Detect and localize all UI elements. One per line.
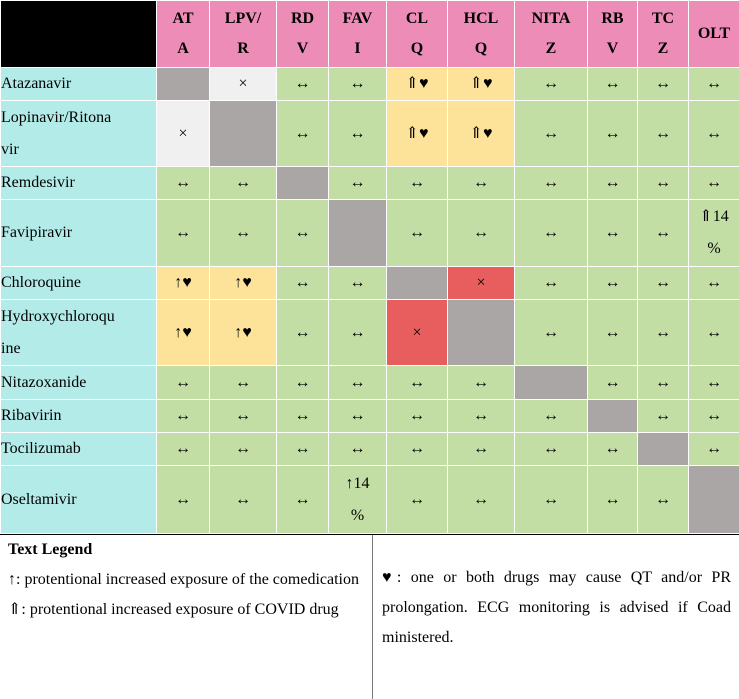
interaction-cell <box>157 366 210 400</box>
interaction-cell <box>638 267 689 300</box>
column-header-text: V <box>277 34 328 64</box>
interaction-symbol: ↔ <box>605 274 621 291</box>
interaction-cell <box>277 167 329 200</box>
interaction-symbol: ↔ <box>295 491 311 508</box>
interaction-cell <box>448 433 515 466</box>
row-label-text: Remdesivir <box>1 167 156 199</box>
table-row <box>1 167 739 200</box>
column-header <box>277 1 329 68</box>
interaction-cell <box>387 68 448 101</box>
interaction-cell <box>515 433 588 466</box>
row-label <box>1 267 157 300</box>
interaction-symbol: ⇑14 <box>689 201 739 233</box>
row-label <box>1 167 157 200</box>
interaction-cell <box>277 466 329 534</box>
interaction-symbol: ↔ <box>235 174 251 191</box>
legend-title: Text Legend <box>8 535 365 565</box>
interaction-symbol: ↔ <box>706 174 722 191</box>
interaction-symbol: ↔ <box>473 407 489 424</box>
interaction-cell <box>689 200 739 267</box>
interaction-symbol: ↔ <box>655 125 671 142</box>
interaction-cell <box>210 366 277 400</box>
interaction-cell <box>448 101 515 167</box>
interaction-symbol: ↔ <box>543 274 559 291</box>
interaction-cell <box>157 466 210 534</box>
table-row <box>1 400 739 433</box>
interaction-cell <box>157 433 210 466</box>
interaction-cell <box>689 400 739 433</box>
interaction-symbol: ↔ <box>543 440 559 457</box>
row-label-text: Nitazoxanide <box>1 367 156 399</box>
interaction-symbol: ↔ <box>543 224 559 241</box>
row-label-text: Atazanavir <box>1 68 156 100</box>
interaction-symbol: % <box>329 500 386 532</box>
interaction-cell <box>448 167 515 200</box>
row-label <box>1 433 157 466</box>
interaction-cell <box>387 466 448 534</box>
interaction-cell <box>210 101 277 167</box>
table-row <box>1 433 739 466</box>
interaction-cell <box>157 167 210 200</box>
column-header-text: Q <box>448 34 514 64</box>
interaction-symbol: ↔ <box>543 491 559 508</box>
legend-panel <box>0 534 739 699</box>
interaction-cell <box>638 466 689 534</box>
interaction-cell <box>689 101 739 167</box>
row-label <box>1 68 157 101</box>
interaction-symbol: ↔ <box>655 75 671 92</box>
interaction-symbol: ↔ <box>409 224 425 241</box>
interaction-symbol: ↔ <box>295 407 311 424</box>
interaction-symbol: ↔ <box>655 274 671 291</box>
interaction-symbol: ↔ <box>409 374 425 391</box>
interaction-symbol: ↔ <box>350 324 366 341</box>
interaction-symbol: ↔ <box>706 75 722 92</box>
interaction-cell <box>515 68 588 101</box>
table-row <box>1 366 739 400</box>
interaction-cell <box>689 366 739 400</box>
column-header <box>515 1 588 68</box>
interaction-symbol: ↔ <box>295 324 311 341</box>
interaction-cell <box>329 300 387 366</box>
legend-up-arrow: ↑: protentional increased exposure of the comedication <box>8 565 365 595</box>
interaction-symbol: ⇑♥ <box>406 75 429 92</box>
interaction-cell <box>588 466 638 534</box>
interaction-cell <box>157 200 210 267</box>
interaction-cell <box>588 400 638 433</box>
row-label <box>1 366 157 400</box>
interaction-symbol: ↔ <box>175 224 191 241</box>
interaction-cell <box>689 300 739 366</box>
interaction-cell <box>515 167 588 200</box>
column-header-text: Q <box>387 34 447 64</box>
interaction-cell <box>329 101 387 167</box>
interaction-cell <box>638 366 689 400</box>
interaction-symbol: ↔ <box>706 407 722 424</box>
interaction-symbol: × <box>178 125 187 142</box>
interaction-cell <box>689 68 739 101</box>
interaction-symbol: ↔ <box>605 440 621 457</box>
interaction-cell <box>515 101 588 167</box>
column-header <box>588 1 638 68</box>
interaction-cell <box>588 366 638 400</box>
interaction-symbol: ↔ <box>235 491 251 508</box>
row-label-text: Hydroxychloroqu <box>1 301 156 333</box>
column-header <box>387 1 448 68</box>
column-header-text: OLT <box>689 18 739 50</box>
interaction-symbol: ↔ <box>655 224 671 241</box>
interaction-cell <box>448 200 515 267</box>
row-label-text: Tocilizumab <box>1 433 156 465</box>
table-row <box>1 68 739 101</box>
interaction-symbol: ⇑♥ <box>406 125 429 142</box>
header-row <box>1 1 739 68</box>
column-header-text: Z <box>638 34 688 64</box>
interaction-symbol: ↑14 <box>329 468 386 500</box>
interaction-symbol: ↔ <box>175 407 191 424</box>
legend-double-up-arrow: ⇑: protentional increased exposure of COVID drug <box>8 595 365 625</box>
interaction-symbol: ↔ <box>706 125 722 142</box>
interaction-cell <box>210 68 277 101</box>
interaction-symbol: ↑♥ <box>174 274 192 291</box>
interaction-cell <box>588 68 638 101</box>
interaction-cell <box>448 300 515 366</box>
interaction-cell <box>329 200 387 267</box>
column-header-text: I <box>329 34 386 64</box>
interaction-symbol: ↔ <box>543 324 559 341</box>
interaction-symbol: ↔ <box>235 440 251 457</box>
row-label-text: Lopinavir/Ritona <box>1 102 156 134</box>
column-header-text: Z <box>515 34 587 64</box>
interaction-symbol: ↔ <box>543 75 559 92</box>
legend-right-column <box>382 563 731 653</box>
interaction-cell <box>387 400 448 433</box>
interaction-cell <box>329 366 387 400</box>
interaction-cell <box>515 366 588 400</box>
column-header <box>329 1 387 68</box>
column-header-text: FAV <box>329 4 386 34</box>
interaction-symbol: × <box>412 324 421 341</box>
interaction-cell <box>515 400 588 433</box>
interaction-cell <box>638 300 689 366</box>
interaction-cell <box>210 300 277 366</box>
column-header-text: HCL <box>448 4 514 34</box>
interaction-cell <box>588 200 638 267</box>
row-label-text: vir <box>1 134 156 166</box>
interaction-cell <box>638 400 689 433</box>
interaction-symbol: ↔ <box>295 224 311 241</box>
column-header-text: LPV/ <box>210 4 276 34</box>
interaction-cell <box>329 433 387 466</box>
interaction-symbol: ↔ <box>605 374 621 391</box>
interaction-symbol: ↔ <box>655 324 671 341</box>
interaction-symbol: × <box>476 274 485 291</box>
interaction-symbol: ↔ <box>350 75 366 92</box>
interaction-cell <box>515 300 588 366</box>
interaction-symbol: ↔ <box>175 374 191 391</box>
interaction-symbol: ↔ <box>655 407 671 424</box>
column-header <box>689 1 739 68</box>
table-row <box>1 200 739 267</box>
table-row <box>1 267 739 300</box>
interaction-cell <box>689 167 739 200</box>
interaction-cell <box>689 433 739 466</box>
column-header-text: RD <box>277 4 328 34</box>
column-header <box>448 1 515 68</box>
column-header <box>157 1 210 68</box>
interaction-cell <box>588 300 638 366</box>
legend-divider <box>372 535 373 699</box>
interaction-symbol: ↔ <box>295 75 311 92</box>
row-label-text: Favipiravir <box>1 217 156 249</box>
interaction-cell <box>277 433 329 466</box>
row-label-text: Ribavirin <box>1 400 156 432</box>
interaction-symbol: ↔ <box>350 440 366 457</box>
interaction-cell <box>210 200 277 267</box>
interaction-cell <box>588 267 638 300</box>
interaction-cell <box>588 167 638 200</box>
interaction-symbol: ↔ <box>295 125 311 142</box>
interaction-cell <box>515 267 588 300</box>
interaction-symbol: ↔ <box>605 75 621 92</box>
interaction-cell <box>277 267 329 300</box>
row-label <box>1 300 157 366</box>
column-header <box>210 1 277 68</box>
interaction-symbol: ↔ <box>295 274 311 291</box>
interaction-symbol: ↔ <box>350 125 366 142</box>
interaction-symbol: ↔ <box>543 407 559 424</box>
column-header-text: AT <box>157 4 209 34</box>
interaction-cell <box>157 68 210 101</box>
interaction-cell <box>277 366 329 400</box>
interaction-cell <box>329 167 387 200</box>
interaction-symbol: ↔ <box>350 374 366 391</box>
column-header-text: V <box>588 34 637 64</box>
interaction-cell <box>157 101 210 167</box>
interaction-symbol: ↔ <box>409 174 425 191</box>
interaction-symbol: ↔ <box>605 224 621 241</box>
table-row <box>1 101 739 167</box>
interaction-cell <box>588 433 638 466</box>
interaction-symbol: ↔ <box>473 224 489 241</box>
interaction-cell <box>387 267 448 300</box>
interaction-symbol: ↔ <box>706 374 722 391</box>
row-label-text: Oseltamivir <box>1 484 156 516</box>
row-label-text: Chloroquine <box>1 267 156 299</box>
interaction-cell <box>515 466 588 534</box>
interaction-cell <box>329 466 387 534</box>
interaction-cell <box>210 167 277 200</box>
interaction-cell <box>448 400 515 433</box>
interaction-cell <box>329 68 387 101</box>
column-header-text: A <box>157 34 209 64</box>
interaction-symbol: ↔ <box>295 440 311 457</box>
interaction-cell <box>329 400 387 433</box>
interaction-cell <box>448 366 515 400</box>
interaction-symbol: ⇑♥ <box>470 75 493 92</box>
interaction-symbol: ↔ <box>605 491 621 508</box>
interaction-symbol: ↔ <box>295 374 311 391</box>
interaction-symbol: ↔ <box>706 440 722 457</box>
column-header-text: R <box>210 34 276 64</box>
interaction-symbol: ↑♥ <box>174 324 192 341</box>
interaction-symbol: ↔ <box>605 174 621 191</box>
interaction-cell <box>210 466 277 534</box>
interaction-cell <box>689 267 739 300</box>
table-row <box>1 300 739 366</box>
interaction-cell <box>157 267 210 300</box>
interaction-symbol: ↔ <box>543 174 559 191</box>
interaction-cell <box>448 68 515 101</box>
interaction-symbol: ↔ <box>235 374 251 391</box>
interaction-cell <box>329 267 387 300</box>
interaction-cell <box>157 300 210 366</box>
interaction-cell <box>210 433 277 466</box>
interaction-cell <box>448 466 515 534</box>
column-header <box>638 1 689 68</box>
row-label <box>1 101 157 167</box>
interaction-symbol: ↔ <box>235 224 251 241</box>
interaction-cell <box>277 400 329 433</box>
table-row <box>1 466 739 534</box>
interaction-symbol: ↔ <box>409 491 425 508</box>
interaction-cell <box>277 300 329 366</box>
interaction-cell <box>638 167 689 200</box>
row-label <box>1 400 157 433</box>
interaction-cell <box>210 267 277 300</box>
interaction-symbol: ↔ <box>350 274 366 291</box>
interaction-cell <box>277 101 329 167</box>
column-header-text: RB <box>588 4 637 34</box>
interaction-symbol: ↔ <box>409 407 425 424</box>
interaction-symbol: ↔ <box>175 174 191 191</box>
interaction-cell <box>277 68 329 101</box>
interaction-symbol: ↔ <box>706 324 722 341</box>
interaction-cell <box>638 68 689 101</box>
interaction-symbol: ↔ <box>409 440 425 457</box>
interaction-cell <box>210 400 277 433</box>
interaction-symbol: ↔ <box>350 407 366 424</box>
interaction-symbol: ↔ <box>350 174 366 191</box>
interaction-symbol: ↔ <box>473 491 489 508</box>
interaction-cell <box>638 200 689 267</box>
interaction-symbol: ↔ <box>543 125 559 142</box>
interaction-symbol: ↔ <box>655 491 671 508</box>
header-corner <box>1 1 157 68</box>
interaction-symbol: ↔ <box>655 374 671 391</box>
interaction-cell <box>515 200 588 267</box>
interaction-symbol: ↔ <box>655 174 671 191</box>
interaction-cell <box>387 366 448 400</box>
interaction-cell <box>157 400 210 433</box>
row-label-text: ine <box>1 333 156 365</box>
interaction-symbol: ↔ <box>473 374 489 391</box>
interaction-symbol: ↑♥ <box>234 274 252 291</box>
legend-left-column <box>8 535 365 625</box>
interaction-cell <box>387 200 448 267</box>
legend-heart: ♥: one or both drugs may cause QT and/or PR prolongation. ECG monitoring is advised if Coad ministered. <box>382 563 731 653</box>
interaction-symbol: ↔ <box>605 324 621 341</box>
interaction-cell <box>387 300 448 366</box>
interaction-cell <box>387 101 448 167</box>
interaction-symbol: × <box>238 75 247 92</box>
row-label <box>1 200 157 267</box>
interaction-cell <box>448 267 515 300</box>
interaction-symbol: ↔ <box>175 491 191 508</box>
interaction-symbol: ⇑♥ <box>470 125 493 142</box>
interaction-cell <box>638 101 689 167</box>
interaction-cell <box>638 433 689 466</box>
row-label <box>1 466 157 534</box>
column-header-text: NITA <box>515 4 587 34</box>
interaction-symbol: ↔ <box>706 274 722 291</box>
interaction-cell <box>387 433 448 466</box>
interaction-symbol: ↑♥ <box>234 324 252 341</box>
column-header-text: TC <box>638 4 688 34</box>
interaction-symbol: ↔ <box>473 174 489 191</box>
interaction-cell <box>387 167 448 200</box>
column-header-text: CL <box>387 4 447 34</box>
interaction-symbol: % <box>689 233 739 265</box>
interaction-symbol: ↔ <box>235 407 251 424</box>
interaction-cell <box>588 101 638 167</box>
interaction-symbol: ↔ <box>175 440 191 457</box>
interaction-cell <box>689 466 739 534</box>
interaction-symbol: ↔ <box>605 125 621 142</box>
interaction-symbol: ↔ <box>473 440 489 457</box>
interaction-cell <box>277 200 329 267</box>
